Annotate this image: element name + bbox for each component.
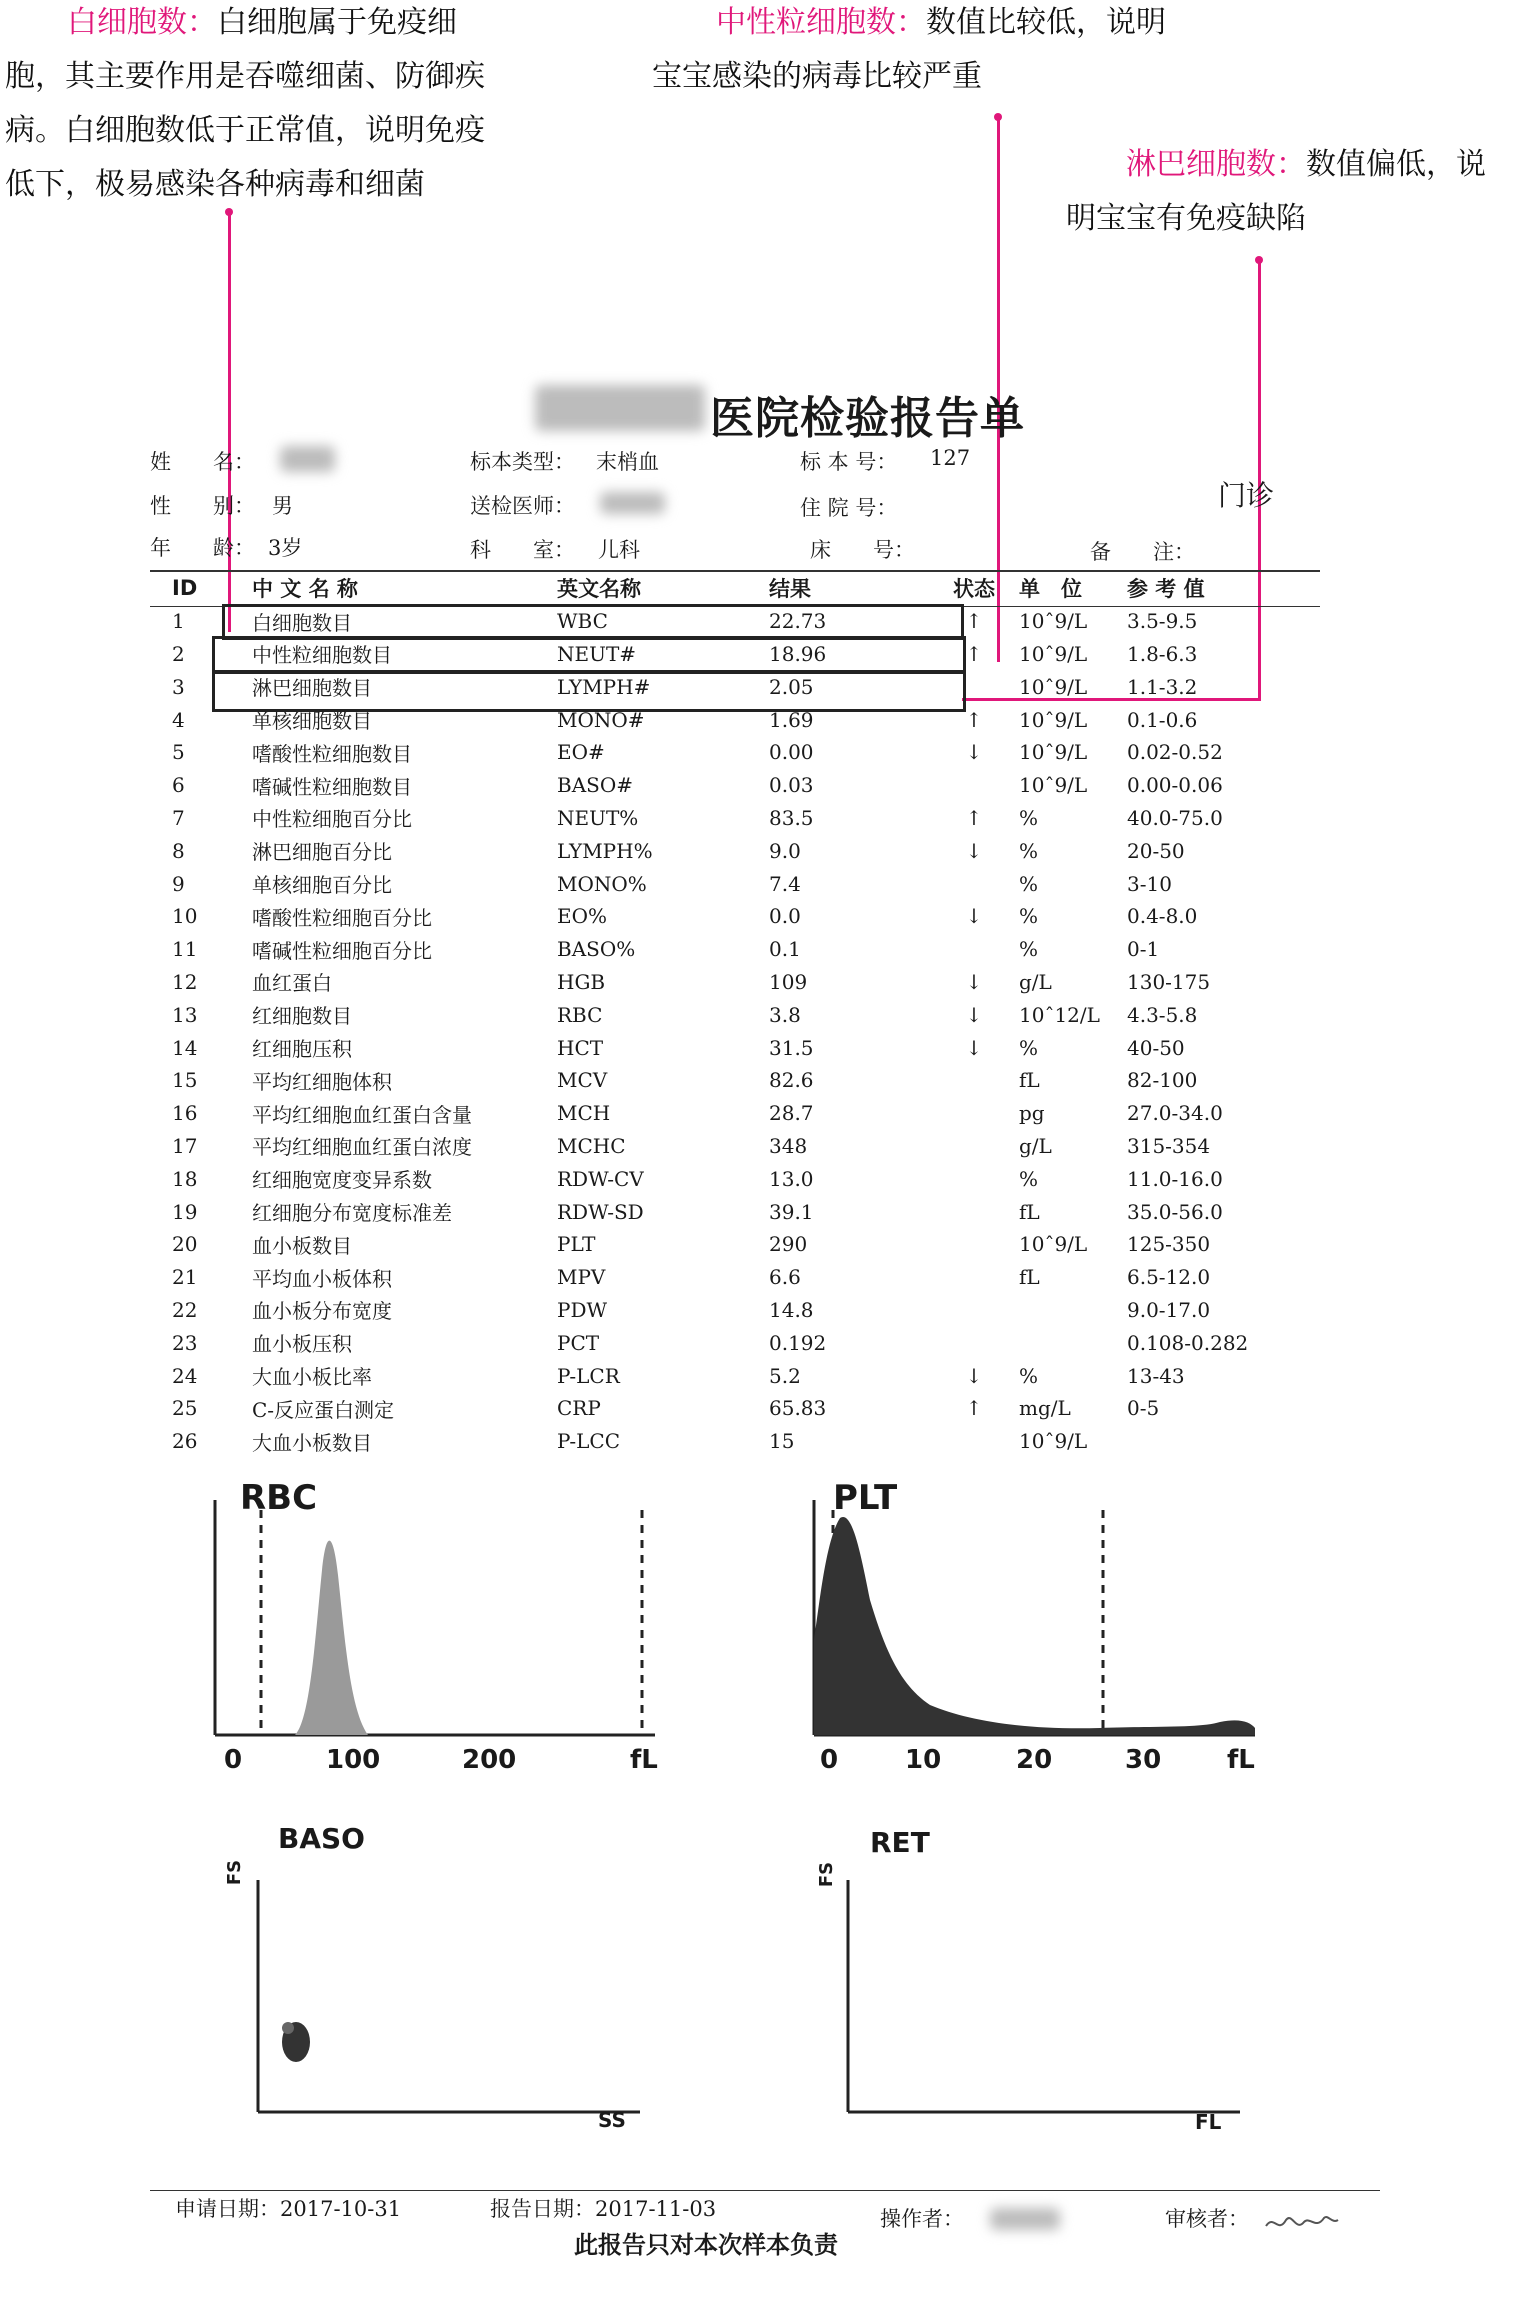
row-status	[929, 1228, 1019, 1261]
row-unit: mg/L	[1019, 1396, 1071, 1421]
rbc-tick: fL	[630, 1745, 658, 1775]
row-id: 23	[172, 1330, 198, 1355]
row-result: 65.83	[769, 1396, 827, 1421]
row-unit: %	[1019, 937, 1039, 962]
table-header	[150, 572, 1317, 605]
row-reference: 130-175	[1127, 969, 1211, 994]
row-id: 20	[172, 1232, 198, 1257]
ret-y-label: FS	[816, 1861, 838, 1888]
row-cn-name: 中性粒细胞数目	[252, 643, 392, 668]
bed-label: 床 号：	[810, 538, 915, 562]
row-result: 7.4	[769, 871, 801, 896]
row-reference: 11.0-16.0	[1127, 1166, 1223, 1191]
row-status: ↓	[965, 1035, 983, 1060]
ret-scatterplot	[830, 1850, 1250, 2130]
row-en-name: NEUT%	[557, 805, 639, 830]
row-unit: %	[1019, 1035, 1039, 1060]
reviewer-label: 审核者：	[1165, 2207, 1249, 2231]
row-en-name: PCT	[557, 1330, 600, 1355]
row-en-name: RBC	[557, 1002, 603, 1027]
reviewer-signature	[1262, 2208, 1342, 2238]
row-en-name: EO#	[557, 740, 605, 765]
neut-highlight-box	[212, 636, 966, 674]
table-row	[150, 1425, 1317, 1458]
row-status: ↑	[965, 609, 983, 634]
row-en-name: MPV	[557, 1265, 606, 1290]
specimen-value: 末梢血	[596, 450, 659, 474]
row-result: 290	[769, 1232, 808, 1257]
table-row	[150, 933, 1317, 966]
row-result: 2.05	[769, 674, 814, 699]
name-label: 姓 名：	[150, 450, 255, 474]
dept-type: 门诊	[1218, 479, 1275, 512]
table-row	[150, 867, 1317, 900]
baso-x-label: SS	[598, 2108, 626, 2132]
inpatient-label: 住 院 号：	[800, 496, 898, 520]
table-row	[150, 769, 1317, 802]
row-result: 15	[769, 1429, 795, 1454]
row-result: 28.7	[769, 1101, 814, 1126]
table-row	[150, 1261, 1317, 1294]
row-reference: 0-5	[1127, 1396, 1160, 1421]
table-row	[150, 834, 1317, 867]
row-status: ↓	[965, 838, 983, 863]
row-cn-name: 红细胞宽度变异系数	[252, 1168, 432, 1193]
row-cn-name: 嗜酸性粒细胞数目	[252, 741, 412, 766]
neut-annotation	[652, 0, 1166, 104]
ret-chart-label: RET	[870, 1826, 930, 1859]
row-unit: 10ˆ9/L	[1019, 609, 1088, 634]
row-result: 83.5	[769, 805, 814, 830]
row-cn-name: 血小板数目	[252, 1233, 352, 1258]
footer-note: 此报告只对本次样本负责	[574, 2231, 838, 2259]
row-cn-name: 红细胞数目	[252, 1004, 352, 1029]
row-status	[929, 1294, 1019, 1327]
row-unit: 10ˆ9/L	[1019, 674, 1088, 699]
table-row	[150, 900, 1317, 933]
row-result: 14.8	[769, 1297, 814, 1322]
row-en-name: NEUT#	[557, 641, 637, 666]
table-row	[150, 1195, 1317, 1228]
row-reference: 35.0-56.0	[1127, 1199, 1223, 1224]
row-en-name: RDW-SD	[557, 1199, 644, 1224]
row-status	[929, 1195, 1019, 1228]
row-en-name: P-LCC	[557, 1429, 621, 1454]
row-id: 22	[172, 1297, 198, 1322]
baso-chart-label: BASO	[278, 1822, 365, 1855]
table-row	[150, 1162, 1317, 1195]
table-row	[150, 1392, 1317, 1425]
row-en-name: PLT	[557, 1232, 596, 1257]
hospital-name-redacted	[535, 385, 705, 431]
row-id: 18	[172, 1166, 198, 1191]
col-reference: 参 考 值	[1127, 577, 1205, 602]
baso-scatterplot	[240, 1850, 660, 2130]
plt-tick: 0	[820, 1745, 839, 1775]
row-en-name: LYMPH#	[557, 674, 651, 699]
row-result: 18.96	[769, 641, 827, 666]
row-status: ↑	[965, 641, 983, 666]
row-status	[929, 933, 1019, 966]
row-id: 21	[172, 1265, 198, 1290]
row-cn-name: 淋巴细胞百分比	[252, 840, 392, 865]
row-cn-name: 嗜酸性粒细胞百分比	[252, 905, 432, 930]
row-en-name: RDW-CV	[557, 1166, 644, 1191]
row-unit: pg	[1019, 1101, 1045, 1126]
row-reference	[1127, 1425, 1317, 1458]
row-cn-name: 中性粒细胞百分比	[252, 807, 412, 832]
col-result: 结果	[769, 577, 811, 602]
row-reference: 82-100	[1127, 1068, 1198, 1093]
lymph-annotation	[1066, 138, 1486, 246]
sex-value: 男	[272, 494, 293, 518]
patient-name-redacted	[280, 446, 335, 472]
row-status	[929, 1097, 1019, 1130]
sample-no-value: 127	[930, 446, 971, 470]
baso-y-label: FS	[224, 1859, 246, 1886]
row-en-name: BASO#	[557, 773, 633, 798]
row-status: ↓	[965, 740, 983, 765]
sex-label: 性 别：	[150, 494, 255, 518]
row-cn-name: 平均血小板体积	[252, 1266, 392, 1291]
row-en-name: CRP	[557, 1396, 601, 1421]
row-status	[929, 1162, 1019, 1195]
footer-rule	[150, 2190, 1380, 2191]
row-reference: 0.108-0.282	[1127, 1330, 1249, 1355]
neut-annotation-line: 数值比较低，说明	[926, 5, 1166, 40]
doctor-name-redacted	[600, 492, 665, 514]
row-unit: %	[1019, 838, 1039, 863]
row-cn-name: 血小板压积	[252, 1332, 352, 1357]
wbc-annotation-title: 白细胞数：	[67, 5, 217, 40]
row-cn-name: 大血小板数目	[252, 1430, 372, 1455]
row-reference: 1.1-3.2	[1127, 674, 1198, 699]
row-status	[929, 1326, 1019, 1359]
plt-tick: 30	[1125, 1745, 1162, 1775]
row-unit: g/L	[1019, 969, 1052, 994]
row-reference: 3-10	[1127, 871, 1172, 896]
row-id: 25	[172, 1396, 198, 1421]
row-unit: 10ˆ9/L	[1019, 1232, 1088, 1257]
row-cn-name: 白细胞数目	[252, 610, 352, 635]
rbc-chart-label: RBC	[240, 1478, 318, 1518]
row-unit: 10ˆ9/L	[1019, 641, 1088, 666]
row-result: 0.192	[769, 1330, 827, 1355]
age-label: 年 龄：	[150, 536, 255, 560]
row-id: 14	[172, 1035, 198, 1060]
table-row	[150, 1097, 1317, 1130]
doctor-label: 送检医师：	[470, 494, 575, 518]
row-en-name: EO%	[557, 904, 607, 929]
row-result: 9.0	[769, 838, 801, 863]
row-result: 0.1	[769, 937, 801, 962]
row-en-name: MCHC	[557, 1133, 626, 1158]
table-row	[150, 1064, 1317, 1097]
operator-label: 操作者：	[880, 2207, 964, 2231]
row-cn-name: 血红蛋白	[252, 971, 332, 996]
table-row	[150, 1294, 1317, 1327]
row-reference: 20-50	[1127, 838, 1185, 863]
table-row	[150, 1031, 1317, 1064]
row-reference: 27.0-34.0	[1127, 1101, 1223, 1126]
row-status: ↓	[965, 904, 983, 929]
row-id: 5	[172, 740, 185, 765]
row-id: 19	[172, 1199, 198, 1224]
row-reference: 315-354	[1127, 1133, 1211, 1158]
row-id: 2	[172, 641, 185, 666]
lymph-annotation-line: 明宝宝有免疫缺陷	[1066, 201, 1306, 236]
plt-tick: 10	[905, 1745, 942, 1775]
row-result: 109	[769, 969, 808, 994]
row-id: 8	[172, 838, 185, 863]
col-unit: 单 位	[1019, 577, 1082, 602]
wbc-annotation-line: 病。白细胞数低于正常值，说明免疫	[5, 113, 485, 148]
wbc-annotation-line: 白细胞属于免疫细	[217, 5, 457, 40]
row-status	[929, 1425, 1019, 1458]
row-reference: 0-1	[1127, 937, 1160, 962]
plt-histogram	[800, 1490, 1270, 1780]
row-cn-name: 淋巴细胞数目	[252, 676, 372, 701]
apply-date: 申请日期：2017-10-31	[175, 2197, 402, 2221]
row-unit: fL	[1019, 1265, 1040, 1290]
table-row	[150, 736, 1317, 769]
row-unit	[1019, 1294, 1127, 1327]
row-result: 6.6	[769, 1265, 801, 1290]
plt-tick: fL	[1227, 1745, 1255, 1775]
row-status: ↓	[965, 969, 983, 994]
row-reference: 1.8-6.3	[1127, 641, 1198, 666]
row-en-name: MONO%	[557, 871, 647, 896]
report-date: 报告日期：2017-11-03	[490, 2197, 717, 2221]
row-cn-name: 单核细胞百分比	[252, 873, 392, 898]
table-row	[150, 1130, 1317, 1163]
ret-x-label: FL	[1195, 2110, 1222, 2134]
row-status	[929, 1261, 1019, 1294]
row-cn-name: 红细胞压积	[252, 1037, 352, 1062]
row-unit: 10ˆ9/L	[1019, 707, 1088, 732]
lymph-highlight-box	[212, 670, 966, 712]
age-value: 3岁	[268, 536, 303, 560]
remark-label: 备 注：	[1090, 540, 1195, 564]
row-cn-name: 嗜碱性粒细胞百分比	[252, 938, 432, 963]
row-reference: 40.0-75.0	[1127, 805, 1223, 830]
row-result: 22.73	[769, 609, 827, 634]
row-en-name: LYMPH%	[557, 838, 653, 863]
row-unit: %	[1019, 904, 1039, 929]
table-row	[150, 1228, 1317, 1261]
row-result: 0.00	[769, 740, 814, 765]
row-result: 82.6	[769, 1068, 814, 1093]
row-id: 7	[172, 805, 185, 830]
row-id: 4	[172, 707, 185, 732]
row-en-name: WBC	[557, 609, 608, 634]
wbc-annotation-line: 胞，其主要作用是吞噬细菌、防御疾	[5, 59, 485, 94]
row-reference: 0.00-0.06	[1127, 773, 1223, 798]
row-result: 3.8	[769, 1002, 801, 1027]
specimen-label: 标本类型：	[470, 450, 575, 474]
row-cn-name: 平均红细胞体积	[252, 1069, 392, 1094]
row-unit: fL	[1019, 1199, 1040, 1224]
row-reference: 0.02-0.52	[1127, 740, 1223, 765]
row-result: 348	[769, 1133, 808, 1158]
row-id: 13	[172, 1002, 198, 1027]
row-id: 9	[172, 871, 185, 896]
neut-annotation-line: 宝宝感染的病毒比较严重	[652, 59, 982, 94]
report-title: 医院检验报告单	[710, 393, 1025, 444]
lymph-annotation-title: 淋巴细胞数：	[1126, 147, 1306, 182]
row-status: ↓	[965, 1002, 983, 1027]
col-cn-name: 中 文 名 称	[252, 577, 358, 602]
row-id: 12	[172, 969, 198, 994]
row-unit: fL	[1019, 1068, 1040, 1093]
row-cn-name: 平均红细胞血红蛋白浓度	[252, 1135, 472, 1160]
row-id: 26	[172, 1429, 198, 1454]
row-result: 1.69	[769, 707, 814, 732]
row-result: 0.0	[769, 904, 801, 929]
row-id: 17	[172, 1133, 198, 1158]
row-status: ↓	[965, 1363, 983, 1388]
row-unit	[1019, 1326, 1127, 1359]
wbc-leader-line	[228, 212, 231, 632]
row-cn-name: 红细胞分布宽度标准差	[252, 1201, 452, 1226]
row-reference: 0.4-8.0	[1127, 904, 1198, 929]
row-unit: %	[1019, 1166, 1039, 1191]
rbc-tick: 0	[224, 1745, 243, 1775]
row-result: 0.03	[769, 773, 814, 798]
row-id: 24	[172, 1363, 198, 1388]
row-id: 16	[172, 1101, 198, 1126]
row-status	[929, 867, 1019, 900]
row-unit: 10ˆ9/L	[1019, 773, 1088, 798]
row-id: 3	[172, 674, 185, 699]
sample-no-label: 标 本 号：	[800, 450, 898, 474]
row-status	[929, 1130, 1019, 1163]
row-result: 31.5	[769, 1035, 814, 1060]
row-id: 1	[172, 609, 185, 634]
plt-chart-label: PLT	[833, 1478, 898, 1518]
neut-annotation-title: 中性粒细胞数：	[716, 5, 926, 40]
row-unit: 10ˆ12/L	[1019, 1002, 1100, 1027]
row-en-name: HGB	[557, 969, 606, 994]
row-en-name: HCT	[557, 1035, 604, 1060]
row-unit: 10ˆ9/L	[1019, 740, 1088, 765]
table-row	[150, 998, 1317, 1031]
row-status: ↑	[965, 805, 983, 830]
rbc-tick: 200	[462, 1745, 517, 1775]
table-row	[150, 1359, 1317, 1392]
col-status: 状态	[953, 577, 995, 602]
row-cn-name: 平均红细胞血红蛋白含量	[252, 1102, 472, 1127]
lymph-annotation-line: 数值偏低，说	[1306, 147, 1486, 182]
row-cn-name: 血小板分布宽度	[252, 1299, 392, 1324]
table-row	[150, 966, 1317, 999]
row-id: 11	[172, 937, 198, 962]
row-reference: 125-350	[1127, 1232, 1211, 1257]
row-en-name: MCV	[557, 1068, 608, 1093]
row-reference: 0.1-0.6	[1127, 707, 1198, 732]
table-row	[150, 802, 1317, 835]
row-result: 13.0	[769, 1166, 814, 1191]
row-result: 5.2	[769, 1363, 801, 1388]
wbc-annotation	[5, 0, 485, 212]
wbc-highlight-box	[222, 604, 964, 640]
row-reference: 13-43	[1127, 1363, 1185, 1388]
row-unit: 10ˆ9/L	[1019, 1429, 1088, 1454]
row-cn-name: 大血小板比率	[252, 1365, 372, 1390]
rbc-tick: 100	[326, 1745, 381, 1775]
row-id: 15	[172, 1068, 198, 1093]
row-unit: %	[1019, 1363, 1039, 1388]
row-cn-name: 单核细胞数目	[252, 709, 372, 734]
row-unit: %	[1019, 805, 1039, 830]
row-status: ↑	[965, 707, 983, 732]
row-status: ↑	[965, 1396, 983, 1421]
wbc-annotation-line: 低下，极易感染各种病毒和细菌	[5, 167, 425, 202]
row-cn-name: C-反应蛋白测定	[252, 1397, 395, 1422]
row-en-name: PDW	[557, 1297, 608, 1322]
row-result: 39.1	[769, 1199, 814, 1224]
row-en-name: P-LCR	[557, 1363, 620, 1388]
row-unit: %	[1019, 871, 1039, 896]
row-reference: 4.3-5.8	[1127, 1002, 1198, 1027]
row-cn-name: 嗜碱性粒细胞数目	[252, 774, 412, 799]
row-en-name: BASO%	[557, 937, 636, 962]
row-unit: g/L	[1019, 1133, 1052, 1158]
row-en-name: MCH	[557, 1101, 611, 1126]
operator-name-redacted	[990, 2208, 1060, 2230]
dept-label: 科 室：	[470, 538, 575, 562]
table-row	[150, 1326, 1317, 1359]
row-reference: 3.5-9.5	[1127, 609, 1198, 634]
row-id: 6	[172, 773, 185, 798]
row-status	[929, 769, 1019, 802]
rbc-histogram	[200, 1490, 670, 1780]
plt-tick: 20	[1016, 1745, 1053, 1775]
row-reference: 40-50	[1127, 1035, 1185, 1060]
dept-value: 儿科	[598, 538, 640, 562]
row-reference: 6.5-12.0	[1127, 1265, 1211, 1290]
col-id: ID	[172, 576, 198, 601]
row-en-name: MONO#	[557, 707, 645, 732]
row-status	[929, 1064, 1019, 1097]
row-reference: 9.0-17.0	[1127, 1297, 1211, 1322]
row-id: 10	[172, 904, 198, 929]
col-en-name: 英文名称	[557, 577, 641, 602]
